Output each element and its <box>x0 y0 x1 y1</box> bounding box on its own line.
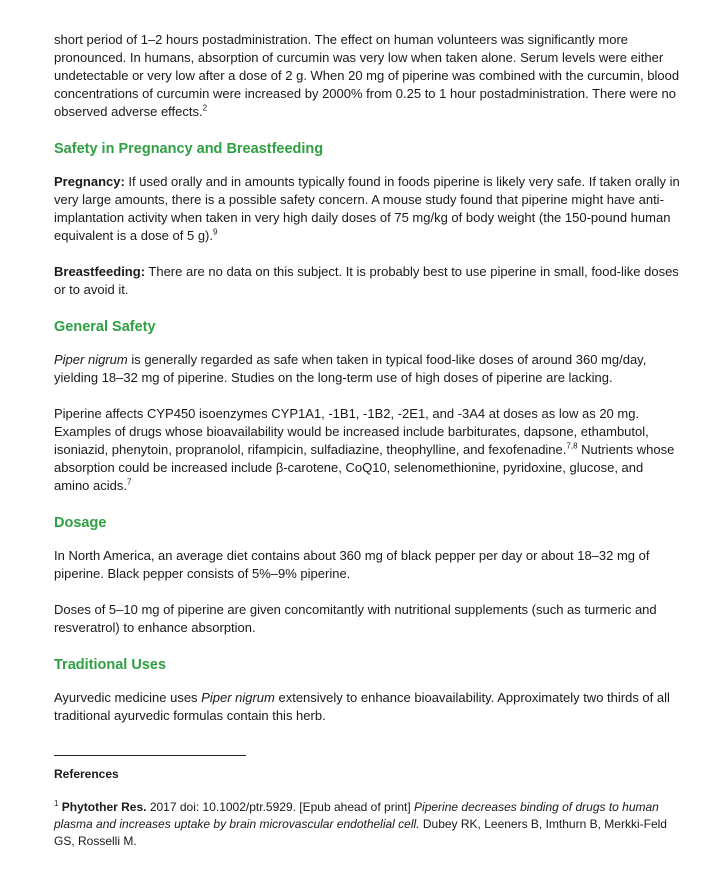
breastfeeding-text: There are no data on this subject. It is probably best to use piperine in small, food-like doses or to avoid it. <box>54 264 679 297</box>
dosage-paragraph-1: In North America, an average diet contains about 360 mg of black pepper per day or about 18–32 mg of piperine. Black pepper consists of 5%–9% piperine. <box>54 548 650 581</box>
traditional-paragraph <box>54 689 680 725</box>
breastfeeding-label: Breastfeeding: <box>54 264 146 279</box>
pregnancy-text: If used orally and in amounts typically found in foods piperine is likely very safe. If taken orally in very large amounts, there is a possible safety concern. A mouse study found that piperine might have anti-implantation activity when taken in very high daily doses of 75 mg/kg of body weight (the 150-pound human equivalent is a dose of 5 g). <box>54 174 680 243</box>
citation-sup: 9 <box>213 227 218 237</box>
citation-sup: 7 <box>126 477 132 487</box>
dosage-paragraph-2: Doses of 5–10 mg of piperine are given concomitantly with nutritional supplements (such as turmeric and resveratrol) to enhance absorption. <box>54 602 657 635</box>
general-safety-paragraph-2 <box>54 405 680 495</box>
citation-sup: 7,8 <box>566 441 578 451</box>
references-title: References <box>54 767 119 781</box>
heading-general-safety: General Safety <box>54 319 156 335</box>
general-safety-text-2: Piperine affects CYP450 isoenzymes CYP1A1, -1B1, -1B2, -2E1, and -3A4 at doses as low as 20 mg. Examples of drugs whose bioavailability would be increased include barbiturates, dapsone, ethambutol, isoniazid, phenytoin, propranolol, rifampicin, sulfadiazine, theophylline, and fexofenadine. <box>54 406 649 457</box>
species-name: Piper nigrum <box>201 690 275 705</box>
intro-text: short period of 1–2 hours postadministration. The effect on human volunteers was significantly more pronounced. In humans, absorption of curcumin was very low when taken alone. Serum levels were either undetectable or very low after a dose of 2 g. When 20 mg of piperine was combined with the curcumin, blood concentrations of curcumin were increased by 2000% from 0.25 to 1 hour postadministration. There were no observed adverse effects. <box>54 32 680 119</box>
general-safety-text-1: is generally regarded as safe when taken in typical food-like doses of around 360 mg/day, yielding 18–32 mg of piperine. Studies on the long-term use of high doses of piperine are lacking. <box>54 352 647 385</box>
breastfeeding-paragraph <box>54 263 680 299</box>
traditional-text-b: extensively to enhance bioavailability. Approximately two thirds of all traditional ayurvedic formulas contain this herb. <box>54 690 670 723</box>
pregnancy-paragraph <box>54 173 680 245</box>
intro-paragraph <box>54 31 680 121</box>
heading-traditional-uses: Traditional Uses <box>54 657 167 673</box>
reference-journal: Phytother Res. <box>61 800 147 814</box>
general-safety-paragraph-1 <box>54 351 680 387</box>
reference-number: 1 <box>54 799 59 808</box>
reference-title: Piperine decreases binding of drugs to human plasma and increases uptake by brain microvascular endothelial cell. <box>54 800 659 831</box>
pregnancy-label: Pregnancy: <box>54 174 125 189</box>
general-safety-text-2b: Nutrients whose absorption could be increased include β-carotene, CoQ10, selenomethionine, pyridoxine, glucose, and amino acids. <box>54 442 675 493</box>
reference-details: 2017 doi: 10.1002/ptr.5929. [Epub ahead of print] <box>146 800 415 814</box>
reference-authors: Dubey RK, Leeners B, Imthurn B, Merkki-Feld GS, Rosselli M. <box>54 817 667 848</box>
heading-dosage: Dosage <box>54 515 107 531</box>
document-page <box>54 31 680 850</box>
heading-pregnancy-breastfeeding: Safety in Pregnancy and Breastfeeding <box>54 141 324 157</box>
traditional-text-a: Ayurvedic medicine uses <box>54 690 202 705</box>
species-name: Piper nigrum <box>54 352 128 367</box>
citation-sup: 2 <box>202 103 208 113</box>
reference-item <box>54 799 680 850</box>
references-divider <box>54 755 246 756</box>
